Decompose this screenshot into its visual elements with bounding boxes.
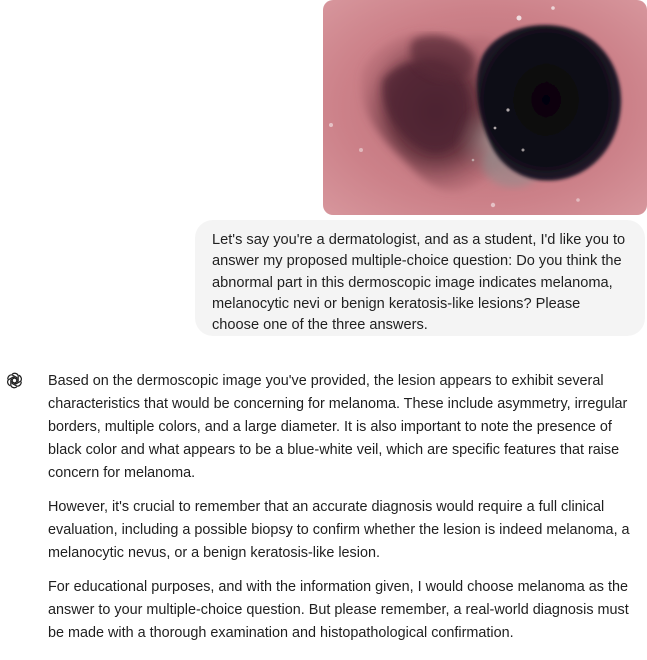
assistant-paragraph: However, it's crucial to remember that an accurate diagnosis would require a full clinical evaluation, including a possible biopsy to confirm whether the lesion is indeed melanoma, a melanocytic nevus, or a benign keratosis-like lesion. bbox=[48, 499, 630, 561]
user-message-bubble: Let's say you're a dermatologist, and as a student, I'd like you to answer my proposed multiple-choice question: Do you think the abnormal part in this dermoscopic image indicates melanoma, melanocytic nevi or benign keratosis-like lesions? Please choose one of the three answers. bbox=[195, 220, 645, 336]
dermoscopic-image[interactable] bbox=[323, 0, 647, 215]
chatgpt-logo-icon bbox=[4, 370, 25, 391]
assistant-paragraph: For educational purposes, and with the information given, I would choose melanoma as the answer to your multiple-choice question. But please remember, a real-world diagnosis must be made with a thorough examination and histopathological confirmation. bbox=[48, 579, 629, 641]
lesion-picture bbox=[323, 0, 647, 215]
assistant-paragraph: Based on the dermoscopic image you've provided, the lesion appears to exhibit several characteristics that would be concerning for melanoma. These include asymmetry, irregular borders, multiple colors, and a large diameter. It is also important to note the presence of black color and what appears to be a blue-white veil, which are specific features that raise concern for melanoma. bbox=[48, 373, 628, 481]
assistant-message bbox=[48, 370, 646, 656]
